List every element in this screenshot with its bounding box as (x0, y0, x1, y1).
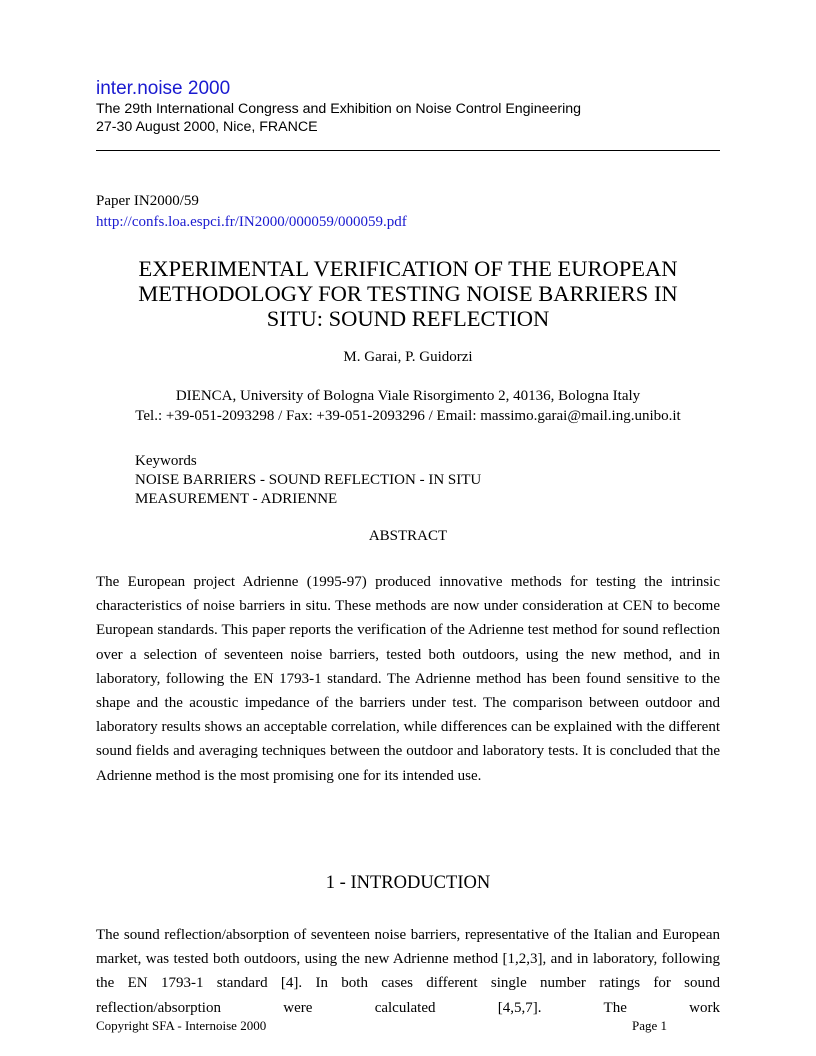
title-line: EXPERIMENTAL VERIFICATION OF THE EUROPEAN (138, 256, 678, 281)
introduction-heading: 1 - INTRODUCTION (325, 873, 491, 893)
abstract-heading: ABSTRACT (368, 528, 448, 544)
keywords-line: NOISE BARRIERS - SOUND REFLECTION - IN SITU (135, 472, 482, 488)
contact-info: Tel.: +39-051-2093298 / Fax: +39-051-2093296 / Email: massimo.garai@mail.ing.unibo.it (135, 408, 681, 424)
abstract-text: The European project Adrienne (1995-97) produced innovative methods for testing the intrinsic characteristics of noise barriers in situ. These methods are now under consideration at CEN to become European standards. This paper reports the verification of the Adrienne test method for sound reflection over a selection of seventeen noise barriers, tested both outdoors, using the new method, and in laboratory, following the EN 1793-1 standard. The Adrienne method has been found sensitive to the shape and the acoustic impedance of the barriers under test. The comparison between outdoor and laboratory results shows an acceptable correlation, while differences can be explained with the different sound fields and averaging techniques between the outdoor and laboratory tests. It is concluded that the Adrienne method is the most promising one for its intended use. (96, 574, 720, 784)
congress-dates: 27-30 August 2000, Nice, FRANCE (96, 119, 318, 135)
authors: M. Garai, P. Guidorzi (343, 349, 473, 365)
affiliation: DIENCA, University of Bologna Viale Risorgimento 2, 40136, Bologna Italy (175, 388, 641, 404)
footer-copyright: Copyright SFA - Internoise 2000 (96, 1018, 267, 1033)
introduction-text: The sound reflection/absorption of seventeen noise barriers, representative of the Italian and European market, was tested both outdoors, using the new Adrienne method [1,2,3], and in laboratory, following the EN 1793-1 standard [4]. In both cases different single number ratings for sound reflection/absorption were calculated [4,5,7]. The work (96, 927, 720, 1016)
paper-title (96, 256, 720, 331)
title-line: METHODOLOGY FOR TESTING NOISE BARRIERS IN (138, 281, 678, 306)
paper-id: Paper IN2000/59 (96, 193, 199, 209)
keywords-line: MEASUREMENT - ADRIENNE (135, 491, 338, 507)
footer-page-number: Page 1 (632, 1018, 668, 1033)
keywords-block (135, 452, 481, 509)
header-divider (96, 150, 720, 151)
title-line: SITU: SOUND REFLECTION (266, 306, 550, 331)
congress-title: The 29th International Congress and Exhibition on Noise Control Engineering (96, 101, 582, 117)
keywords-heading: Keywords (135, 453, 197, 469)
conference-name: inter.noise 2000 (96, 78, 231, 99)
paper-url-link[interactable]: http://confs.loa.espci.fr/IN2000/000059/000059.pdf (96, 214, 407, 230)
